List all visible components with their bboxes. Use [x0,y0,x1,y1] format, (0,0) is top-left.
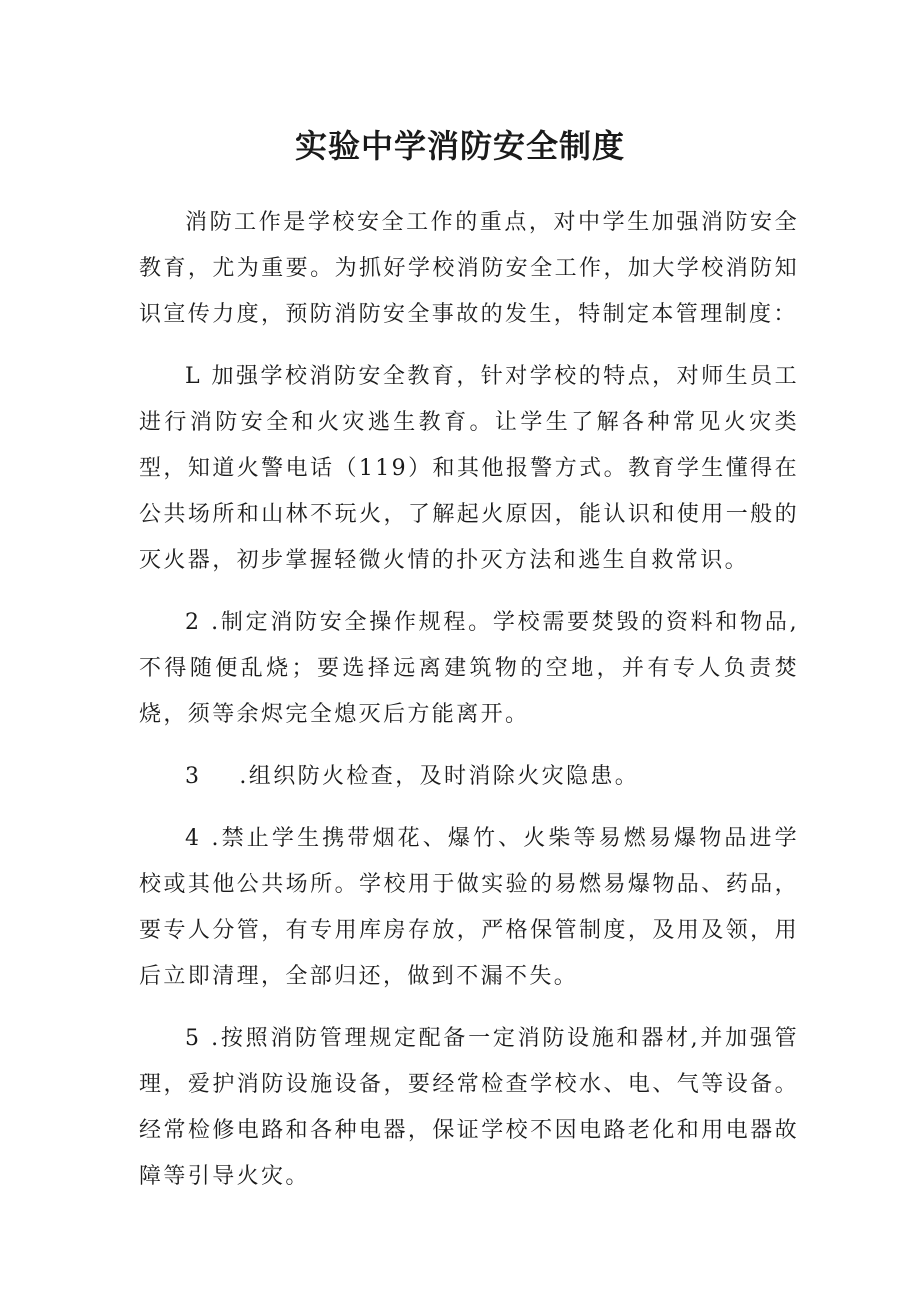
list-item-4 [139,816,799,1000]
list-item-number: 5 [185,1026,202,1051]
list-item-number: L [185,364,203,389]
intro-paragraph: 消防工作是学校安全工作的重点，对中学生加强消防安全教育，尤为重要。为抓好学校消防安全工作，加大学校消防知识宣传力度，预防消防安全事故的发生，特制定本管理制度： [139,210,799,327]
list-item-2 [139,600,799,738]
list-item-number: 3 [185,764,202,789]
list-item-1 [139,354,799,584]
list-item-5 [139,1016,799,1200]
document-title: 实验中学消防安全制度 [294,127,625,165]
list-item-3 [139,754,799,800]
document-body [139,200,799,1216]
list-item-text: 加强学校消防安全教育，针对学校的特点，对师生员工进行消防安全和火灾逃生教育。让学生了解各种常见火灾类型，知道火警电话（119）和其他报警方式。教育学生懂得在公共场所和山林不玩火，了解起火原因，能认识和使用一般的灭火器，初步掌握轻微火情的扑灭方法和逃生自救常识。 [139,364,799,573]
list-item-text: .禁止学生携带烟花、爆竹、火柴等易燃易爆物品进学校或其他公共场所。学校用于做实验的易燃易爆物品、药品，要专人分管，有专用库房存放，严格保管制度，及用及领，用后立即清理，全部归还，做到不漏不失。 [139,826,799,989]
list-item-number: 4 [185,826,202,851]
list-item-text: .组织防火检查，及时消除火灾隐患。 [239,764,640,789]
list-item-number: 2 [185,610,202,635]
list-item-text: .按照消防管理规定配备一定消防设施和器材,并加强管理，爱护消防设施设备，要经常检查学校水、电、气等设备。经常检修电路和各种电器，保证学校不因电路老化和用电器故障等引导火灾。 [139,1026,799,1189]
list-item-text: .制定消防安全操作规程。学校需要焚毁的资料和物品,不得随便乱烧；要选择远离建筑物的空地，并有专人负责焚烧，须等余烬完全熄灭后方能离开。 [139,610,799,727]
